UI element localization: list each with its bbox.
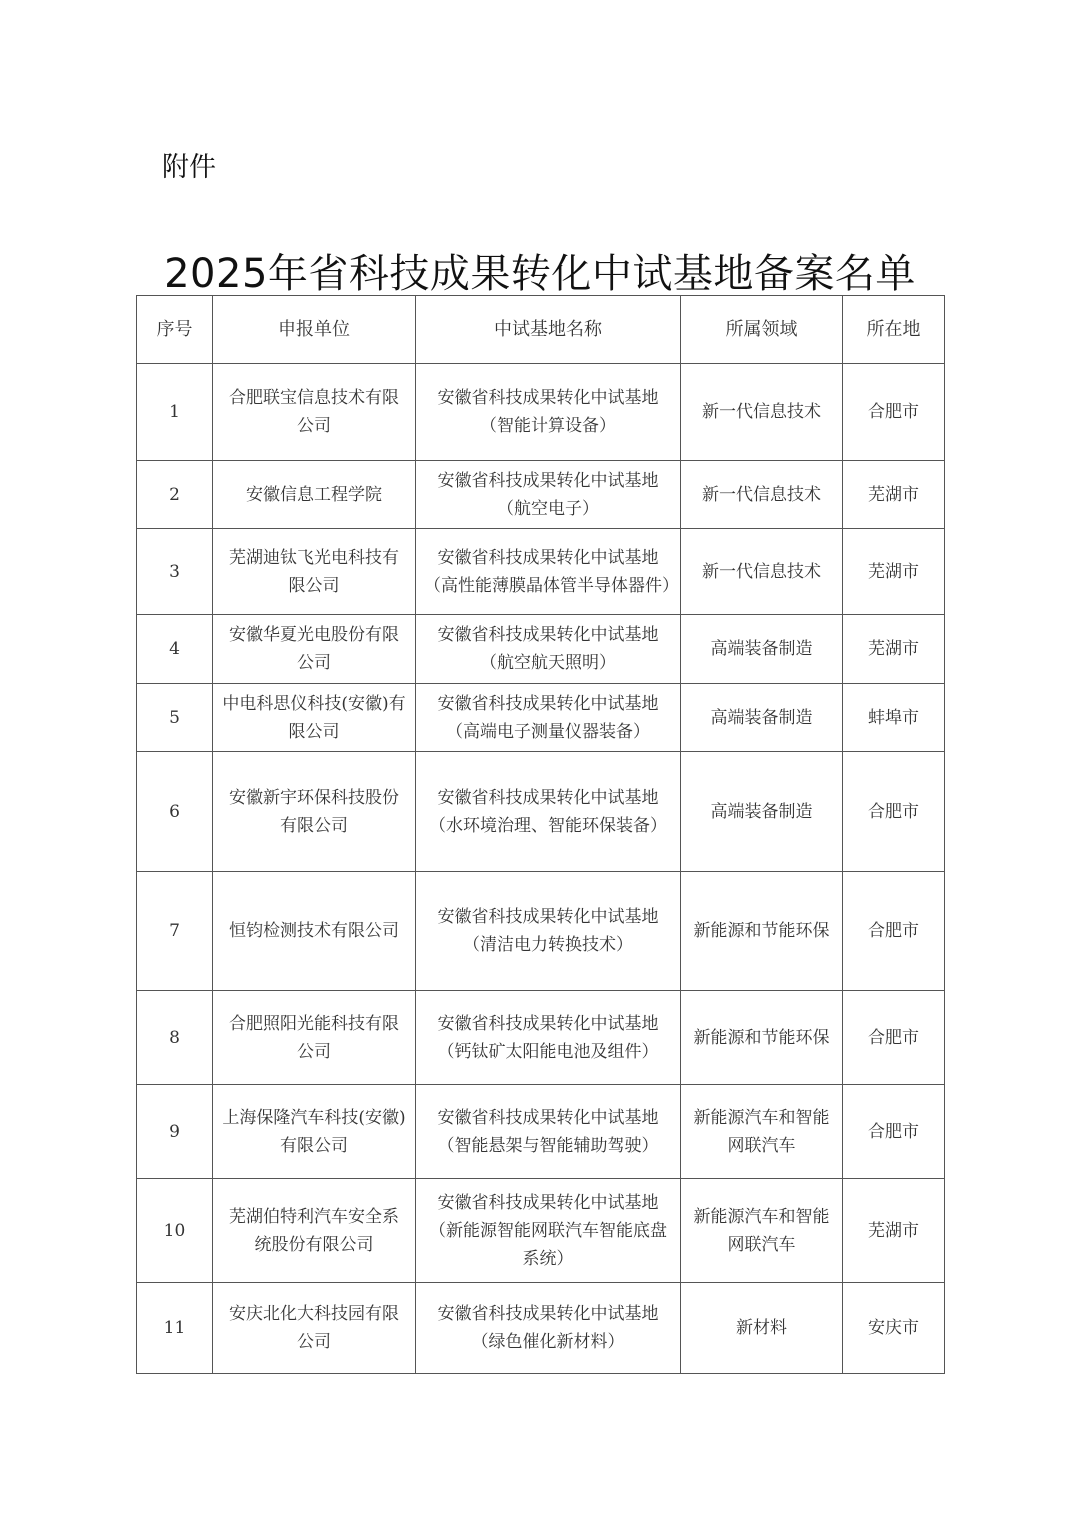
cell-location: 合肥市 [843, 364, 945, 461]
cell-location: 合肥市 [843, 1085, 945, 1179]
cell-index: 5 [137, 684, 213, 752]
cell-field: 新能源和节能环保 [681, 991, 843, 1085]
cell-field: 新能源和节能环保 [681, 872, 843, 991]
cell-field: 新一代信息技术 [681, 461, 843, 529]
cell-field: 新能源汽车和智能网联汽车 [681, 1085, 843, 1179]
cell-field: 高端装备制造 [681, 752, 843, 872]
cell-base-name: 安徽省科技成果转化中试基地（绿色催化新材料） [416, 1283, 681, 1374]
cell-index: 3 [137, 529, 213, 615]
cell-applicant: 合肥照阳光能科技有限公司 [213, 991, 416, 1085]
cell-field: 高端装备制造 [681, 684, 843, 752]
document-title: 2025年省科技成果转化中试基地备案名单 [164, 251, 916, 297]
cell-index: 6 [137, 752, 213, 872]
cell-location: 安庆市 [843, 1283, 945, 1374]
header-location: 所在地 [843, 296, 945, 364]
cell-base-name: 安徽省科技成果转化中试基地（钙钛矿太阳能电池及组件） [416, 991, 681, 1085]
header-applicant: 申报单位 [213, 296, 416, 364]
cell-location: 芜湖市 [843, 529, 945, 615]
cell-index: 11 [137, 1283, 213, 1374]
cell-field: 新一代信息技术 [681, 529, 843, 615]
header-field: 所属领域 [681, 296, 843, 364]
header-index: 序号 [137, 296, 213, 364]
cell-applicant: 芜湖迪钛飞光电科技有限公司 [213, 529, 416, 615]
cell-base-name: 安徽省科技成果转化中试基地（水环境治理、智能环保装备） [416, 752, 681, 872]
cell-base-name: 安徽省科技成果转化中试基地（新能源智能网联汽车智能底盘系统） [416, 1179, 681, 1283]
cell-applicant: 安徽信息工程学院 [213, 461, 416, 529]
cell-base-name: 安徽省科技成果转化中试基地（高性能薄膜晶体管半导体器件） [416, 529, 681, 615]
table-row [137, 615, 945, 684]
table-row [137, 529, 945, 615]
cell-field: 高端装备制造 [681, 615, 843, 684]
table-row [137, 991, 945, 1085]
cell-base-name: 安徽省科技成果转化中试基地（高端电子测量仪器装备） [416, 684, 681, 752]
cell-index: 2 [137, 461, 213, 529]
cell-applicant: 中电科思仪科技(安徽)有限公司 [213, 684, 416, 752]
cell-base-name: 安徽省科技成果转化中试基地（清洁电力转换技术） [416, 872, 681, 991]
cell-applicant: 安徽新宇环保科技股份有限公司 [213, 752, 416, 872]
header-base-name: 中试基地名称 [416, 296, 681, 364]
cell-applicant: 恒钧检测技术有限公司 [213, 872, 416, 991]
table-row [137, 461, 945, 529]
cell-applicant: 安庆北化大科技园有限公司 [213, 1283, 416, 1374]
cell-applicant: 安徽华夏光电股份有限公司 [213, 615, 416, 684]
table-row [137, 1283, 945, 1374]
cell-base-name: 安徽省科技成果转化中试基地（航空航天照明） [416, 615, 681, 684]
cell-location: 芜湖市 [843, 615, 945, 684]
cell-index: 4 [137, 615, 213, 684]
cell-applicant: 上海保隆汽车科技(安徽)有限公司 [213, 1085, 416, 1179]
cell-applicant: 合肥联宝信息技术有限公司 [213, 364, 416, 461]
cell-index: 7 [137, 872, 213, 991]
table-row [137, 364, 945, 461]
cell-base-name: 安徽省科技成果转化中试基地（智能悬架与智能辅助驾驶） [416, 1085, 681, 1179]
cell-location: 合肥市 [843, 752, 945, 872]
cell-location: 合肥市 [843, 991, 945, 1085]
table-row [137, 684, 945, 752]
cell-field: 新能源汽车和智能网联汽车 [681, 1179, 843, 1283]
cell-index: 8 [137, 991, 213, 1085]
table-row [137, 1085, 945, 1179]
cell-index: 1 [137, 364, 213, 461]
cell-field: 新材料 [681, 1283, 843, 1374]
table-row [137, 872, 945, 991]
attachment-label: 附件 [162, 152, 216, 183]
cell-location: 芜湖市 [843, 1179, 945, 1283]
table-row [137, 752, 945, 872]
cell-location: 合肥市 [843, 872, 945, 991]
record-table [136, 295, 945, 1374]
cell-index: 10 [137, 1179, 213, 1283]
table-header-row [137, 296, 945, 364]
cell-base-name: 安徽省科技成果转化中试基地（智能计算设备） [416, 364, 681, 461]
cell-base-name: 安徽省科技成果转化中试基地（航空电子） [416, 461, 681, 529]
cell-field: 新一代信息技术 [681, 364, 843, 461]
cell-index: 9 [137, 1085, 213, 1179]
cell-location: 蚌埠市 [843, 684, 945, 752]
table-row [137, 1179, 945, 1283]
cell-applicant: 芜湖伯特利汽车安全系统股份有限公司 [213, 1179, 416, 1283]
cell-location: 芜湖市 [843, 461, 945, 529]
